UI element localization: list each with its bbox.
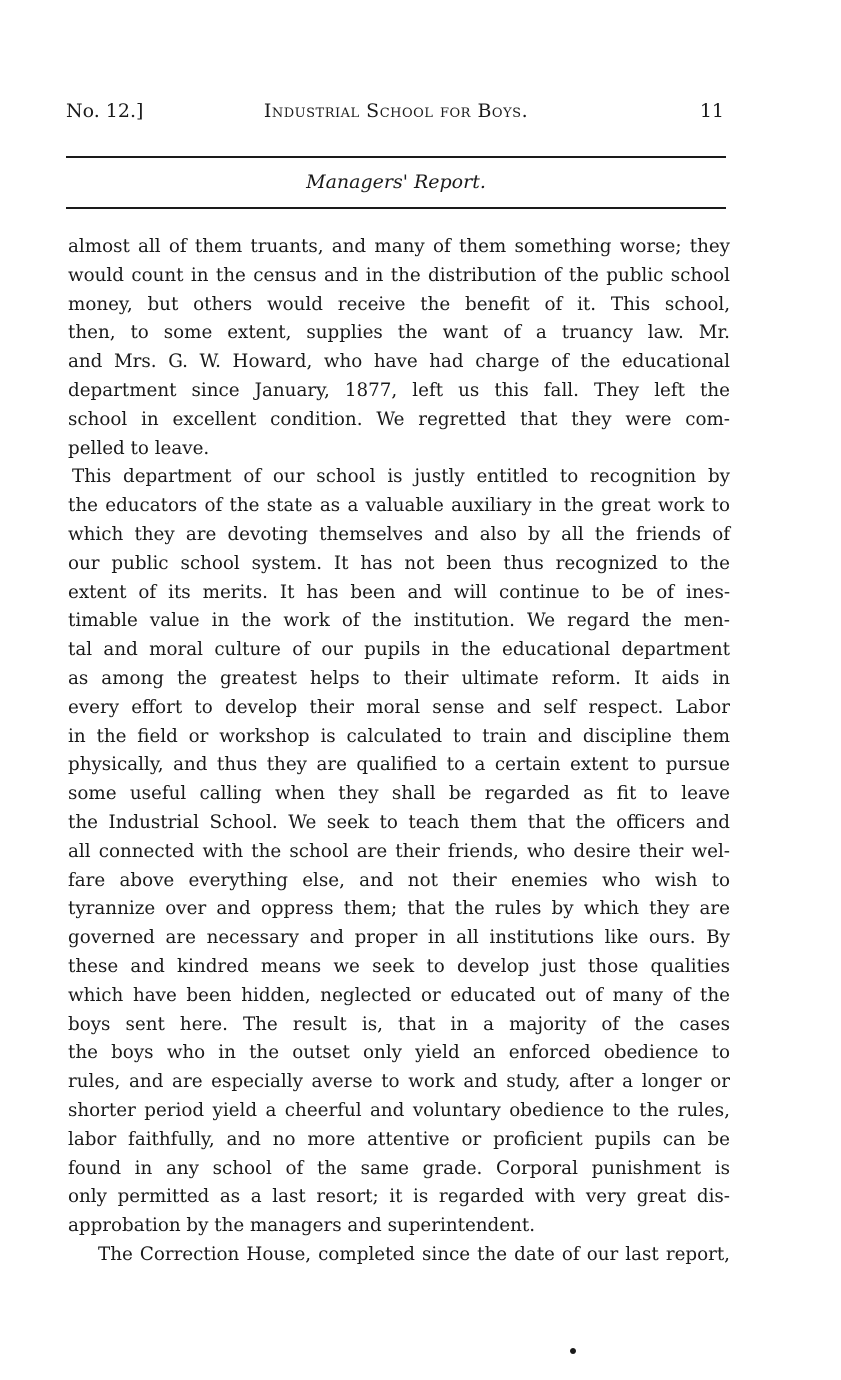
text-line: tyrannize over and oppress them; that the rules by which they are (68, 898, 730, 920)
text-line: pelled to leave. (68, 437, 210, 459)
text-line: fare above everything else, and not their enemies who wish to (68, 869, 730, 891)
text-line: boys sent here. The result is, that in a majority of the cases (68, 1013, 730, 1035)
text-line: found in any school of the same grade. Corporal punishment is (68, 1157, 730, 1179)
document-number: No. 12.] (66, 100, 144, 122)
header-rule-bottom (66, 207, 726, 209)
text-line: money, but others would receive the benefit of it. This school, (68, 293, 730, 315)
text-line: extent of its merits. It has been and will continue to be of ines- (68, 581, 730, 603)
running-head (66, 100, 726, 130)
text-line: school in excellent condition. We regretted that they were com- (68, 408, 730, 430)
text-line: which have been hidden, neglected or educated out of many of the (68, 984, 730, 1006)
running-title: Industrial School for Boys. (263, 100, 529, 122)
text-line: the Industrial School. We seek to teach them that the officers and (68, 811, 730, 833)
text-line: labor faithfully, and no more attentive or proficient pupils can be (68, 1128, 730, 1150)
text-line: The Correction House, completed since the date of our last report, (98, 1243, 730, 1265)
text-line: every effort to develop their moral sense and self respect. Labor (68, 696, 730, 718)
text-line: these and kindred means we seek to develop just those qualities (68, 955, 730, 977)
text-line: approbation by the managers and superintendent. (68, 1215, 536, 1237)
text-line: our public school system. It has not been thus recognized to the (68, 552, 730, 574)
text-line: rules, and are especially averse to work and study, after a longer or (68, 1071, 730, 1093)
body-text (68, 233, 730, 1270)
text-line: physically, and thus they are qualified to a certain extent to pursue (68, 754, 730, 776)
text-line: only permitted as a last resort; it is regarded with very great dis- (68, 1186, 730, 1208)
section-title: Managers' Report. (306, 171, 486, 193)
text-line: governed are necessary and proper in all institutions like ours. By (68, 927, 730, 949)
header-rule-top (66, 156, 726, 158)
text-line: the boys who in the outset only yield an enforced obedience to (68, 1042, 730, 1064)
text-line: in the field or workshop is calculated to train and discipline them (68, 725, 730, 747)
text-line: shorter period yield a cheerful and voluntary obedience to the rules, (68, 1099, 730, 1121)
text-line: department since January, 1877, left us this fall. They left the (68, 379, 730, 401)
text-line: timable value in the work of the institution. We regard the men- (68, 610, 730, 632)
text-line: as among the greatest helps to their ultimate reform. It aids in (68, 667, 730, 689)
text-line: would count in the census and in the distribution of the public school (68, 264, 730, 286)
text-line: all connected with the school are their friends, who desire their wel- (68, 840, 730, 862)
text-line: almost all of them truants, and many of them something worse; they (68, 236, 730, 257)
text-line: tal and moral culture of our pupils in the educational department (68, 639, 730, 661)
page-number: 11 (699, 100, 724, 122)
text-line: and Mrs. G. W. Howard, who have had charge of the educational (68, 351, 730, 373)
text-line: which they are devoting themselves and also by all the friends of (68, 523, 730, 545)
text-line: This department of our school is justly entitled to recognition by (72, 466, 730, 488)
text-line: then, to some extent, supplies the want of a truancy law. Mr. (68, 322, 730, 344)
text-line: some useful calling when they shall be regarded as fit to leave (68, 783, 730, 805)
text-line: the educators of the state as a valuable auxiliary in the great work to (68, 495, 730, 517)
ink-speck (570, 1348, 576, 1354)
